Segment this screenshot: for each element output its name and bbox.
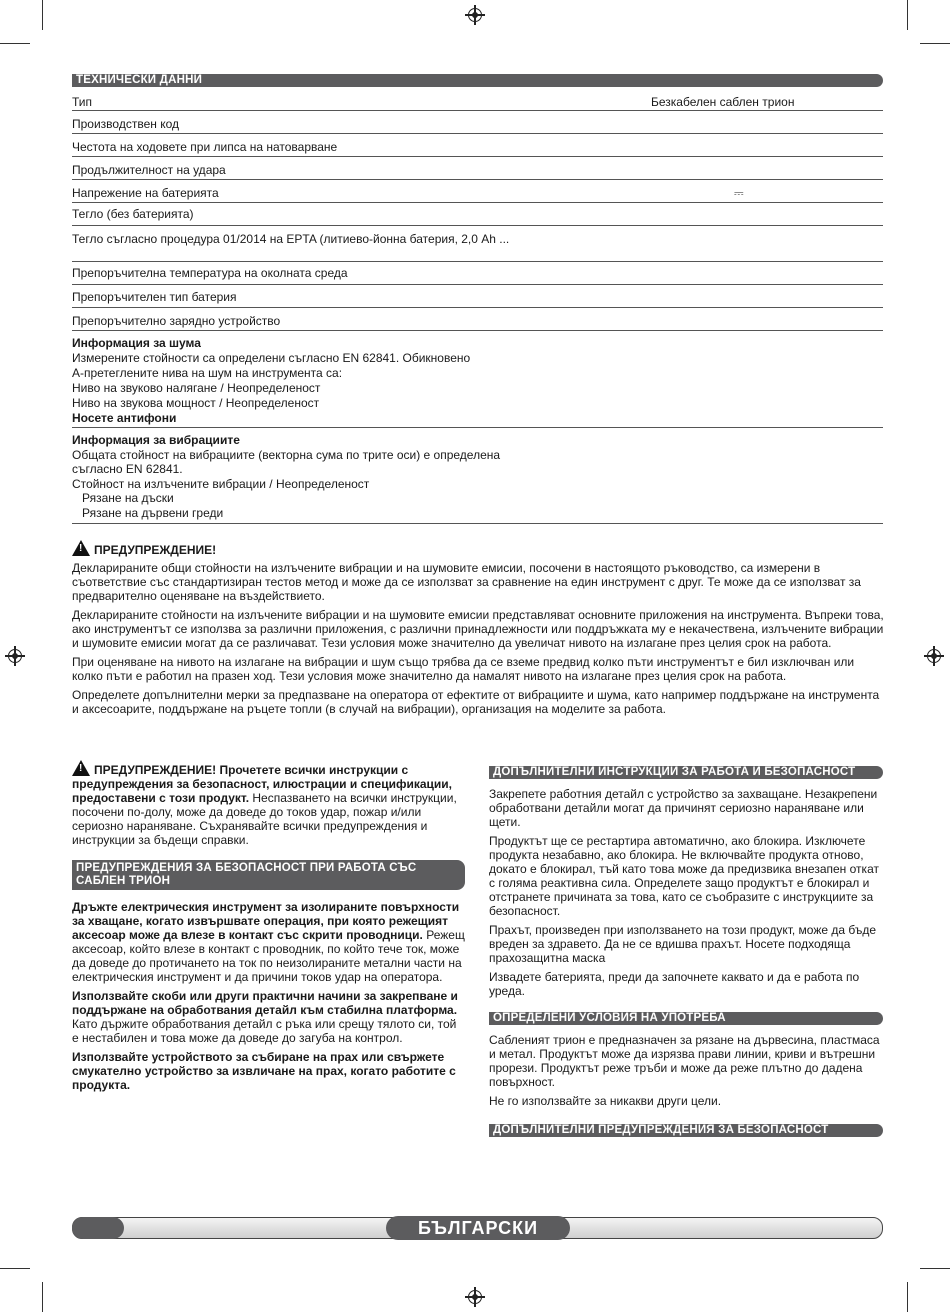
- language-label: БЪЛГАРСКИ: [386, 1216, 570, 1240]
- vibration-title: Информация за вибрациите: [72, 433, 240, 447]
- spec-row: [72, 134, 883, 157]
- spec-row: [72, 285, 883, 308]
- right-column: [489, 766, 883, 1137]
- instruction-paragraph: Извадете батерията, преди да започнете каквато и да е работа по уреда.: [489, 970, 860, 998]
- spec-label: Тип: [72, 95, 93, 109]
- spec-row: [72, 157, 883, 180]
- spec-row: [72, 203, 883, 226]
- safety-paragraph: [72, 989, 465, 1045]
- spec-label: Продължителност на удара: [72, 163, 226, 177]
- spec-label: Напрежение на батерията: [72, 186, 219, 200]
- vibration-info: [72, 428, 883, 524]
- noise-text: А-претеглените нива на шум на инструмента са:: [72, 366, 343, 380]
- warning-paragraph: Декларираните стойности на излъчените вибрации и на шумовите емисии представляват основните приложения на инструмента. Въпреки това, ако инструментът се използва за различни приложения, с различни принадлежности или поддръжката му е некачествена, излъчените вибрации и шумовите емисии могат да се различават. Тези условия може значително да увеличат нивото на излагане през целия срок на работа.: [72, 608, 884, 650]
- vibration-text: Рязане на дървени греди: [82, 505, 224, 520]
- warning-paragraph: При оценяване на нивото на излагане на вибрации и шум също трябва да се вземе предвид колко пъти инструментът е бил изключван или колко пъти е работил на празен ход. Тези условия може значително да намалят нивото на излагане през целия срок на работа.: [72, 655, 855, 683]
- saw-safety-heading: ПРЕДУПРЕЖДЕНИЯ ЗА БЕЗОПАСНОСТ ПРИ РАБОТА СЪС САБЛЕН ТРИОН: [72, 860, 465, 890]
- vibration-text: Стойност на излъчените вибрации / Неопределеност: [72, 476, 370, 491]
- intended-use-heading: ОПРЕДЕЛЕНИ УСЛОВИЯ НА УПОТРЕБА: [489, 1012, 883, 1025]
- intended-use-paragraph: Не го използвайте за никакви други цели.: [489, 1094, 722, 1108]
- warning-paragraph: Определете допълнителни мерки за предпазване на оператора от ефектите от вибрациите и шума, като например поддържане на инструмента и аксесоарите, поддържане на ръцете топли (в случай на вибрации), организация на моделите за работа.: [72, 688, 880, 716]
- safety-bold: Използвайте скоби или други практични начини за закрепване и поддържане на обработвания детайл към стабилна платформа.: [72, 989, 458, 1017]
- vibration-text: съгласно EN 62841.: [72, 462, 183, 476]
- crop-mark: [920, 1268, 950, 1269]
- warning-title: ПРЕДУПРЕЖДЕНИЕ!: [94, 543, 217, 557]
- crop-mark: [920, 43, 950, 44]
- warning-triangle-icon: !: [72, 540, 90, 556]
- safety-bold: Дръжте електрическия инструмент за изолираните повърхности за хващане, когато извършвате операция, при която режещият аксесоар може да влезе в контакт със скрити проводници.: [72, 900, 460, 942]
- spec-row: [72, 180, 883, 203]
- crop-mark: [0, 43, 30, 44]
- registration-mark-icon: [5, 646, 25, 666]
- noise-info: [72, 331, 883, 428]
- spec-label: Препоръчителна температура на околната среда: [72, 266, 348, 280]
- warning-triangle-icon: !: [72, 760, 90, 776]
- spec-label: Тегло (без батерията): [72, 207, 194, 221]
- general-warning: [72, 760, 465, 847]
- registration-mark-icon: [465, 5, 485, 25]
- safety-paragraph: [72, 900, 465, 984]
- spec-row: [72, 226, 883, 262]
- safety-paragraph: [72, 1050, 465, 1092]
- left-column: [72, 760, 465, 1097]
- vibration-text: Рязане на дъски: [82, 491, 174, 505]
- general-warning-text: Неспазването на всички инструкции, посочени по-долу, може да доведе до токов удар, пожар и/или сериозно нараняване. Съхранявайте всички предупреждения и инструкции за бъдещи справки.: [72, 791, 457, 847]
- spec-label: Препоръчително зарядно устройство: [72, 314, 281, 328]
- crop-mark: [42, 1282, 43, 1312]
- spec-row: [72, 111, 883, 134]
- vibration-warning: [72, 540, 884, 721]
- spec-value: Безкабелен саблен трион: [651, 95, 795, 109]
- crop-mark: [0, 1268, 30, 1269]
- registration-mark-icon: [465, 1287, 485, 1307]
- instruction-paragraph: Закрепете работния детайл с устройство за захващане. Незакрепени обработвани детайли могат да причинят сериозно нараняване или щети.: [489, 787, 878, 829]
- tech-specs-heading: ТЕХНИЧЕСКИ ДАННИ: [72, 74, 883, 87]
- vibration-text: Общата стойност на вибрациите (векторна сума по трите оси) е определена: [72, 447, 501, 462]
- noise-title: Информация за шума: [72, 336, 201, 350]
- noise-text: Ниво на звукова мощност / Неопределеност: [72, 396, 320, 410]
- instruction-paragraph: Продуктът ще се рестартира автоматично, ако блокира. Изключете продукта незабавно, ако блокира. Не включвайте продукта отново, докато е блокирал, тъй като това може да предизвика внезапен откат с голяма реактивна сила. Определете защо продуктът е блокирал и отстранете причината за това, като се съобразите с инструкциите за безопасност.: [489, 834, 879, 918]
- noise-ear-protection: Носете антифони: [72, 411, 177, 425]
- additional-warnings-heading: ДОПЪЛНИТЕЛНИ ПРЕДУПРЕЖДЕНИЯ ЗА БЕЗОПАСНОСТ: [489, 1124, 883, 1137]
- safety-text: Режещ аксесоар, който влезе в контакт с проводник, по който тече ток, може да доведе до протичането на ток по неизолираните метални части на електрическия инструмент и да причини токов удар на оператора.: [72, 928, 465, 984]
- spec-label: Честота на ходовете при липса на натоварване: [72, 140, 338, 154]
- registration-mark-icon: [924, 646, 944, 666]
- spec-label: Препоръчителен тип батерия: [72, 290, 237, 304]
- noise-text: Ниво на звуково налягане / Неопределеност: [72, 381, 321, 395]
- page-number-tab: [72, 1217, 124, 1239]
- instruction-paragraph: Прахът, произведен при използването на този продукт, може да бъде вреден за здравето. Да не се вдишва прахът. Носете подходяща прахозащитна маска: [489, 923, 877, 965]
- crop-mark: [42, 0, 43, 30]
- safety-bold: Използвайте устройството за събиране на прах или свържете смукателно устройство за извличане на прах, когато работите с продукта.: [72, 1050, 456, 1092]
- general-warning-bold: ПРЕДУПРЕЖДЕНИЕ! Прочетете всички инструкции с предупреждения за безопасност, илюстрации и спецификации, предоставени с този продукт.: [72, 763, 452, 805]
- dc-voltage-icon: ⎓: [734, 186, 744, 200]
- spec-row: [72, 87, 883, 111]
- warning-paragraph: Декларираните общи стойности на излъчените вибрации и на шумовите емисии, посочени в настоящото ръководство, са измерени в съответствие със стандартизиран тестов метод и може да се използват за сравнение на един инструмент с друг. Те може да се използват за предварително оценяване на въздействието.: [72, 561, 861, 603]
- tech-specs-table: [72, 74, 883, 524]
- spec-label: Тегло съгласно процедура 01/2014 на EPTA (литиево-йонна батерия, 2,0 Ah ...: [72, 232, 510, 246]
- crop-mark: [907, 0, 908, 30]
- spec-row: [72, 262, 883, 285]
- spec-row: [72, 308, 883, 331]
- crop-mark: [907, 1282, 908, 1312]
- intended-use-paragraph: Сабленият трион е предназначен за рязане на дървесина, пластмаса и метал. Продуктът може да изрязва прави линии, криви и вътрешни прорези. Продуктът реже тръби и може да реже плътно до дадена повърхност.: [489, 1033, 880, 1089]
- additional-instructions-heading: ДОПЪЛНИТЕЛНИ ИНСТРУКЦИИ ЗА РАБОТА И БЕЗОПАСНОСТ: [489, 766, 883, 779]
- spec-label: Производствен код: [72, 117, 179, 131]
- safety-text: Като държите обработвания детайл с ръка или срещу тялото си, той е нестабилен и това може да доведе до загуба на контрол.: [72, 1017, 457, 1045]
- noise-text: Измерените стойности са определени съгласно EN 62841. Обикновено: [72, 351, 471, 365]
